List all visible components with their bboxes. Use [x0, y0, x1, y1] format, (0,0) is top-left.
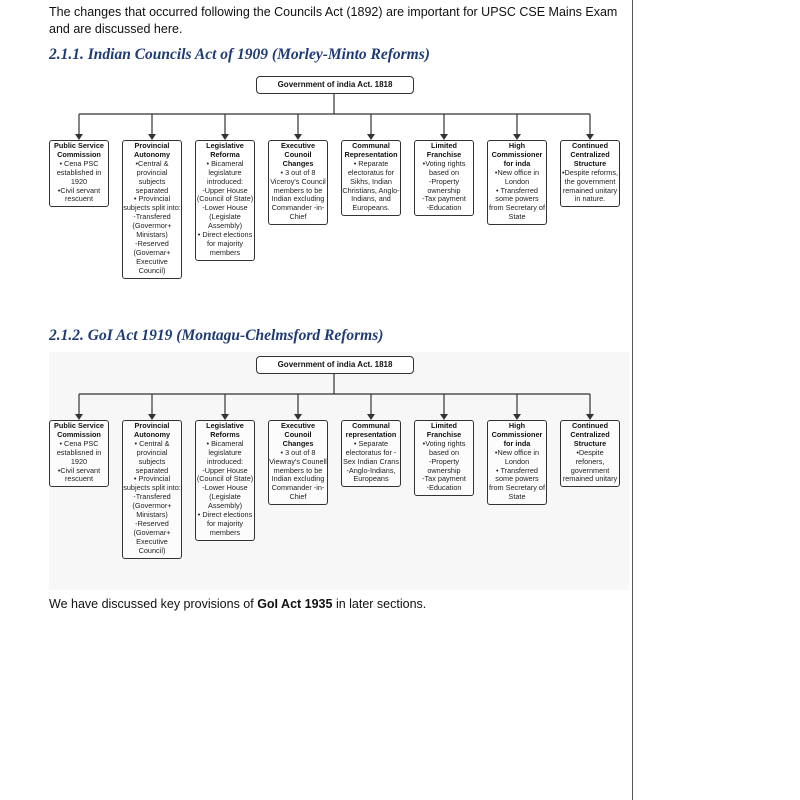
box-title: Communal Representation — [344, 141, 398, 159]
box-communal-representation — [341, 420, 401, 487]
box-executive-council-changes — [268, 140, 328, 225]
section-heading-1919: 2.1.2. GoI Act 1919 (Montagu-Chelmsford Reforms) — [49, 327, 384, 344]
box-title: Provincial Autonomy — [133, 421, 171, 439]
box-legislative-reforms — [195, 420, 255, 541]
box-title: Communal representation — [345, 421, 397, 439]
outro-text-after: in later sections. — [332, 597, 427, 611]
box-body: •Despite reforms, the government remained unitary in nature. — [561, 167, 619, 204]
box-legislative-reforms — [195, 140, 255, 261]
outro-bold-act: GoI Act 1935 — [257, 597, 333, 611]
box-body: • 3 out of 8 Viceroy's Council members to be Indian excluding Commander -in-Chief — [270, 167, 326, 222]
box-title: Executive Counoil Changes — [280, 421, 316, 448]
box-body: • 3 out of 8 Viewray's Counell members to be Indian excluding Commander -in-Chief — [269, 447, 327, 502]
box-title: Public Service Commission — [54, 141, 104, 159]
box-title: Executive Counoil Changes — [280, 141, 316, 168]
box-body: • Cena PSC establisned in 1920 •Civil servant rescuent — [56, 438, 102, 484]
outro-text-before: We have discussed key provisions of — [49, 597, 258, 611]
box-body: •New office in London • Transferred some powers from Secretary of State — [489, 167, 545, 222]
box-title: Legislative Reforms — [206, 421, 244, 439]
section-heading-1909: 2.1.1. Indian Councils Act of 1909 (Morley-Minto Reforms) — [49, 46, 430, 63]
box-body: • Cena PSC established in 1920 •Civil servant rescuent — [56, 158, 102, 204]
root-node-1909: Government of india Act. 1818 — [256, 76, 414, 94]
box-title: High Commissioner for inda — [491, 421, 543, 448]
box-title: Continued Centralized Structure — [570, 141, 610, 168]
box-title: Legislative Reforma — [206, 141, 244, 159]
box-public-service-commission — [49, 420, 109, 487]
intro-paragraph: The changes that occurred following the Councils Act (1892) are important for UPSC CSE Mains Exam and are discussed here. — [49, 5, 618, 36]
box-executive-council-changes — [268, 420, 328, 505]
box-title: Public Service Commission — [54, 421, 104, 439]
page-right-border — [632, 0, 633, 800]
box-communal-representation — [341, 140, 401, 216]
box-body: •Voting rights based on -Property ownership -Tax payment -Education — [422, 438, 466, 493]
box-title: Provincial Autonomy — [133, 141, 171, 159]
box-title: High Commissioner for inda — [491, 141, 543, 168]
box-limited-franchise — [414, 420, 474, 496]
box-continued-centralized-structure — [560, 420, 620, 487]
box-title: Limited Franchise — [426, 141, 462, 159]
root-node-1919: Government of india Act. 1818 — [256, 356, 414, 374]
box-title: Continued Centralized Structure — [570, 421, 610, 448]
box-high-commissioner — [487, 140, 547, 225]
box-high-commissioner — [487, 420, 547, 505]
box-continued-centralized-structure — [560, 140, 620, 207]
box-body: • Central & provincial subjects separated • Provincial subjects split into: -Transfered (Govermor+ Ministars) -Reserved (Governar+ Executive Council) — [123, 438, 181, 555]
box-body: • Separate electoratus for -Sex Indian Crans -Anglo-Indians, Europeans — [343, 438, 399, 484]
diagram-1909 — [49, 72, 629, 312]
box-public-service-commission — [49, 140, 109, 207]
box-body: • Bicameral legislature introduced: -Upper House (Council of State) -Lower House (Legislate Assembly) • Direct elections for majority members — [196, 438, 254, 537]
box-title: Limited Franchise — [426, 421, 462, 439]
box-body: •Voting rights based on -Property ownership -Tax payment -Education — [422, 158, 466, 213]
outro-paragraph — [49, 597, 426, 611]
box-limited-franchise — [414, 140, 474, 216]
box-provincial-autonomy — [122, 420, 182, 559]
box-provincial-autonomy — [122, 140, 182, 279]
box-body: • Bicameral legislature introduced: -Upper House (Council of State) -Lower House (Legislate Assembly) • Direct elections for majority members — [196, 158, 254, 257]
box-body: • Reparate electoratus for Sikhs, Indian Christians, Anglo-Indians, and Europeans. — [342, 158, 400, 213]
diagram-1919 — [49, 352, 629, 590]
box-body: •Central & provincial subjects separated • Provincial subjects split into: -Transfered (Govermor+ Ministars) -Reserved (Governar+ Executive Council) — [123, 158, 181, 275]
box-body: •Despite refoners, government remained unitary — [562, 447, 618, 484]
box-body: •New office in London • Transferred some powers from Secretary of State — [489, 447, 545, 502]
